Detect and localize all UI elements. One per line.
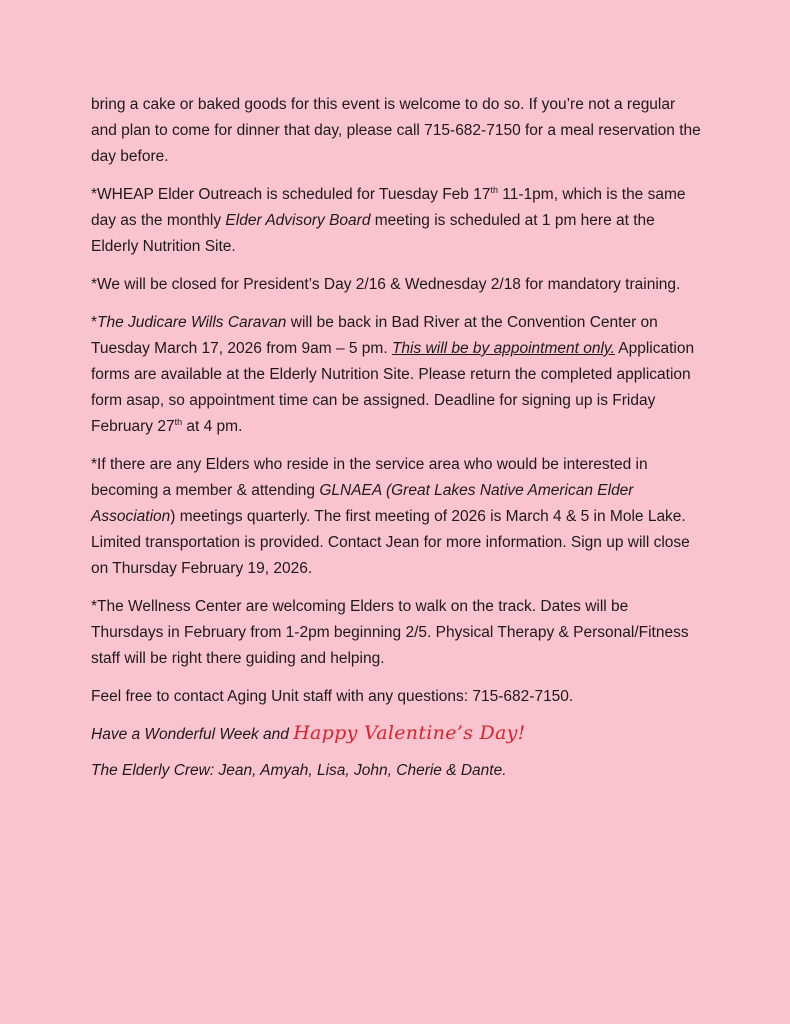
paragraph-text: ) meetings quarterly. The first meeting of 2026 is March 4 & 5 in Mole Lake. Limited transportation is provided. Contact Jean for more information. Sign up will close on Thursday February 19, 2026. xyxy=(91,508,690,577)
italic-board-name: Elder Advisory Board xyxy=(225,212,371,229)
paragraph-glnaea xyxy=(91,452,703,582)
paragraph-text: Feel free to contact Aging Unit staff with any questions: 715-682-7150. xyxy=(91,688,574,705)
paragraph-text: *WHEAP Elder Outreach is scheduled for Tuesday Feb 17 xyxy=(91,186,491,203)
valentines-greeting: Happy Valentine’s Day! xyxy=(293,722,526,744)
paragraph-text: *If there are any Elders who reside in the service area who would be interested in becoming a member & attending xyxy=(91,456,648,499)
paragraph-text: Application forms are available at the Elderly Nutrition Site. Please return the completed application form asap, so appointment time can be assigned. Deadline for signing up is Friday February 27 xyxy=(91,340,695,435)
paragraph-wellness-center xyxy=(91,594,703,672)
paragraph-judicare-caravan xyxy=(91,310,703,440)
underlined-appointment-note: This will be by appointment only. xyxy=(391,340,615,357)
paragraph-wheap-outreach xyxy=(91,182,703,260)
italic-association-name: GLNAEA (Great Lakes Native American Elder Association xyxy=(91,482,634,525)
ordinal-suffix: th xyxy=(174,416,183,427)
paragraph-closure-notice xyxy=(91,272,703,298)
italic-caravan-name: The Judicare Wills Caravan xyxy=(97,314,287,331)
paragraph-cake-reservation xyxy=(91,92,703,170)
paragraph-text: at 4 pm. xyxy=(182,418,243,435)
paragraph-text: * xyxy=(91,314,98,331)
paragraph-text: 11-1pm, which is the same day as the monthly xyxy=(91,186,686,229)
paragraph-text: *The Wellness Center are welcoming Elders to walk on the track. Dates will be Thursdays in February from 1-2pm beginning 2/5. Physical Therapy & Personal/Fitness staff will be right there guiding and helping. xyxy=(91,598,689,667)
paragraph-text: meeting is scheduled at 1 pm here at the Elderly Nutrition Site. xyxy=(91,212,655,255)
crew-signature: The Elderly Crew: Jean, Amyah, Lisa, John, Cherie & Dante. xyxy=(91,762,507,779)
paragraph-greeting xyxy=(91,720,703,748)
paragraph-text: will be back in Bad River at the Convention Center on Tuesday March 17, 2026 from 9am – 5 pm. xyxy=(91,314,658,357)
paragraph-text: *We will be closed for President’s Day 2/16 & Wednesday 2/18 for mandatory training. xyxy=(91,276,681,293)
italic-greeting: Have a Wonderful Week and xyxy=(91,726,294,743)
paragraph-signature xyxy=(91,758,703,784)
paragraph-contact xyxy=(91,684,703,710)
ordinal-suffix: th xyxy=(490,184,498,195)
document-body xyxy=(91,92,703,796)
paragraph-text: bring a cake or baked goods for this event is welcome to do so. If you’re not a regular and plan to come for dinner that day, please call 715-682-7150 for a meal reservation the day before. xyxy=(91,96,701,165)
